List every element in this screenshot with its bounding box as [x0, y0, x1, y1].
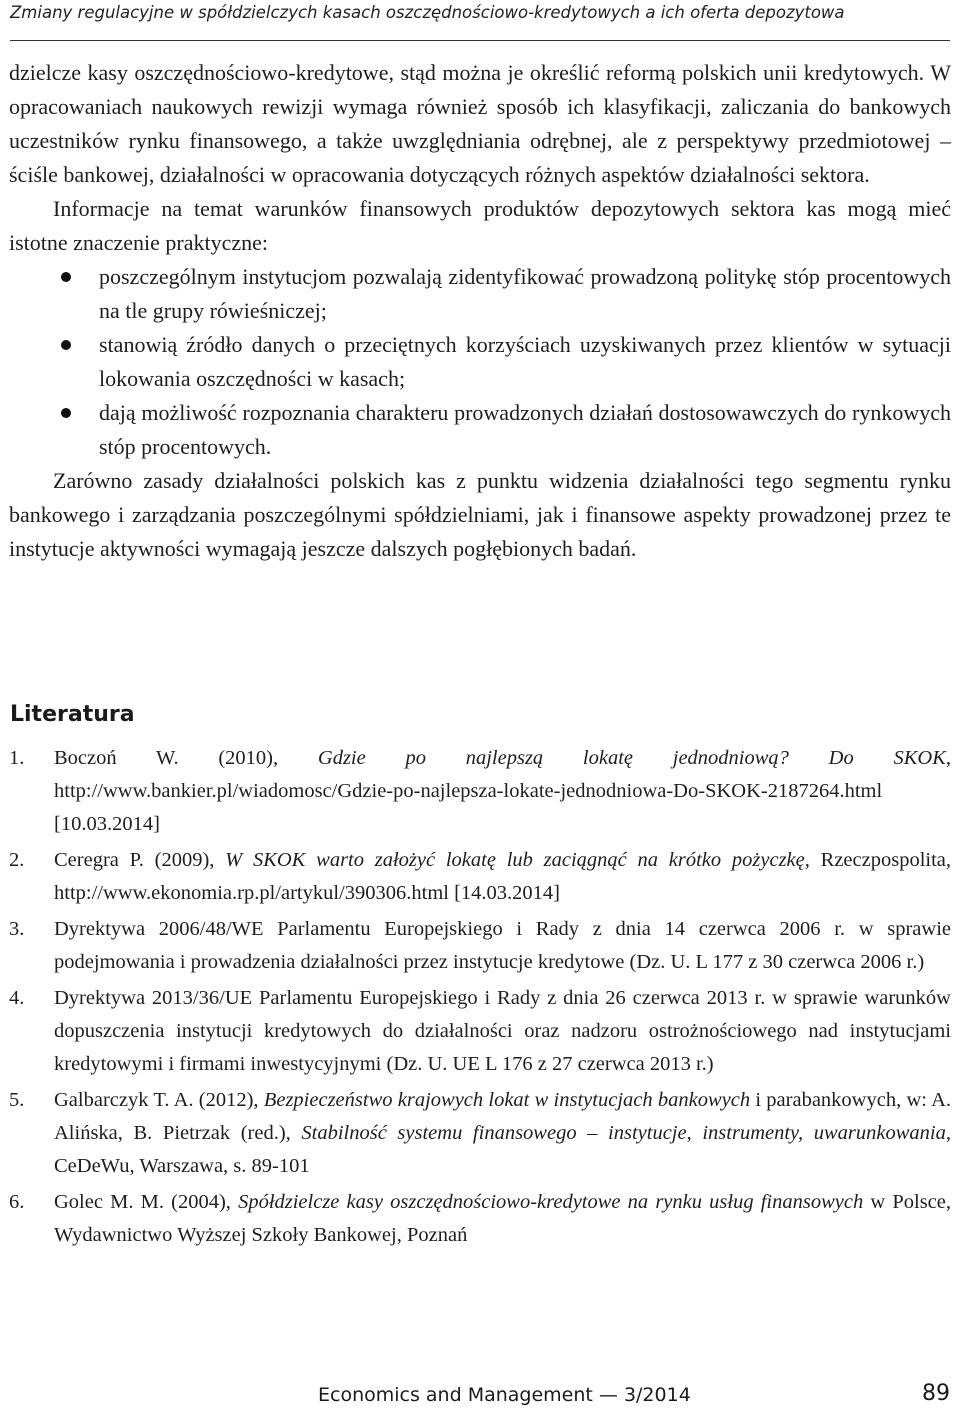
reference-item: [9, 844, 951, 910]
reference-text: Galbarczyk T. A. (2012),: [54, 1089, 264, 1111]
reference-number: 5.: [9, 1089, 25, 1111]
reference-number: 2.: [9, 849, 25, 871]
body-paragraph: Informacje na temat warunków finansowych produktów depozytowych sektora kas mogą mieć istotne znaczenie praktyczne:: [9, 196, 951, 255]
reference-title: Gdzie po najlepszą lokatę jednodniową? Do SKOK: [317, 747, 946, 769]
bullet-item: dają możliwość rozpoznania charakteru prowadzonych działań dostosowawczych do rynkowych stóp procentowych.: [9, 396, 951, 464]
reference-number: 3.: [9, 918, 25, 940]
literature-heading: Literatura: [10, 702, 135, 727]
reference-text: Ceregra P. (2009),: [54, 849, 226, 871]
reference-item: [9, 913, 951, 979]
reference-title: Bezpieczeństwo krajowych lokat w instytucjach bankowych: [263, 1089, 751, 1111]
reference-text: w Polsce, Wydawnictwo Wyższej Szkoły Bankowej, Poznań: [54, 1191, 951, 1246]
reference-number: 6.: [9, 1191, 25, 1213]
reference-text: , CeDeWu, Warszawa, s. 89-101: [54, 1122, 951, 1177]
reference-text: Dyrektywa 2006/48/WE Parlamentu Europejskiego i Rady z dnia 14 czerwca 2006 r. w sprawie podejmowania i prowadzenia działalności przez instytucje kredytowe (Dz. U. L 177 z 30 czerwca 2006 r.): [54, 918, 951, 973]
reference-title: Spółdzielcze kasy oszczędnościowo-kredytowe na rynku usług finansowych: [238, 1191, 864, 1213]
reference-item: [9, 742, 951, 841]
bullet-list: [9, 260, 951, 464]
body-text: [9, 56, 951, 566]
reference-text: , http://www.bankier.pl/wiadomosc/Gdzie-po-najlepsza-lokate-jednodniowa-Do-SKOK-2187264.html [10.03.2014]: [54, 747, 952, 835]
reference-text: Dyrektywa 2013/36/UE Parlamentu Europejskiego i Rady z dnia 26 czerwca 2013 r. w sprawie warunków dopuszczenia instytucji kredytowych do działalności oraz nadzoru ostrożnościowego nad instytucjami kredytowymi i firmami inwestycyjnymi (Dz. U. UE L 176 z 27 czerwca 2013 r.): [54, 987, 951, 1075]
bullet-item: stanowią źródło danych o przeciętnych korzyściach uzyskiwanych przez klientów w sytuacji lokowania oszczędności w kasach;: [9, 328, 951, 396]
body-paragraph: dzielcze kasy oszczędnościowo-kredytowe, stąd można je określić reformą polskich unii kredytowych. W opracowaniach naukowych rewizji wymaga również sposób ich klasyfikacji, zaliczania do bankowych uczestników rynku finansowego, a także uwzględniania odrębnej, ale z perspektywy przedmiotowej – ściśle bankowej, działalności w opracowania dotyczących różnych aspektów działalności sektora.: [9, 60, 951, 187]
reference-list: [9, 742, 951, 1255]
footer-journal-name: Economics and Management — 3/2014: [318, 1384, 691, 1406]
reference-item: [9, 1186, 951, 1252]
reference-number: 4.: [9, 987, 25, 1009]
reference-number: 1.: [9, 747, 25, 769]
reference-book-title: Stabilność systemu finansowego – instytucje, instrumenty, uwarunkowania: [301, 1122, 946, 1144]
reference-title: W SKOK warto założyć lokatę lub zaciągnąć na krótko pożyczkę: [225, 849, 805, 871]
reference-text: i parabankowych, w: A. Alińska, B. Pietrzak (red.),: [54, 1089, 951, 1144]
reference-item: [9, 982, 951, 1081]
reference-text: Boczoń W. (2010),: [54, 747, 318, 769]
bullet-item: poszczególnym instytucjom pozwalają zidentyfikować prowadzoną politykę stóp procentowych na tle grupy rówieśniczej;: [9, 260, 951, 328]
running-header: Zmiany regulacyjne w spółdzielczych kasach oszczędnościowo-kredytowych a ich oferta depozytowa: [10, 0, 950, 41]
body-paragraph: Zarówno zasady działalności polskich kas z punktu widzenia działalności tego segmentu rynku bankowego i zarządzania poszczególnymi spółdzielniami, jak i finansowe aspekty prowadzonej przez te instytucje aktywności wymagają jeszcze dalszych pogłębionych badań.: [9, 468, 951, 561]
reference-item: [9, 1084, 951, 1183]
reference-text: Golec M. M. (2004),: [54, 1191, 239, 1213]
reference-text: , Rzeczpospolita, http://www.ekonomia.rp.pl/artykul/390306.html [14.03.2014]: [54, 849, 952, 904]
page-number: 89: [922, 1381, 950, 1406]
